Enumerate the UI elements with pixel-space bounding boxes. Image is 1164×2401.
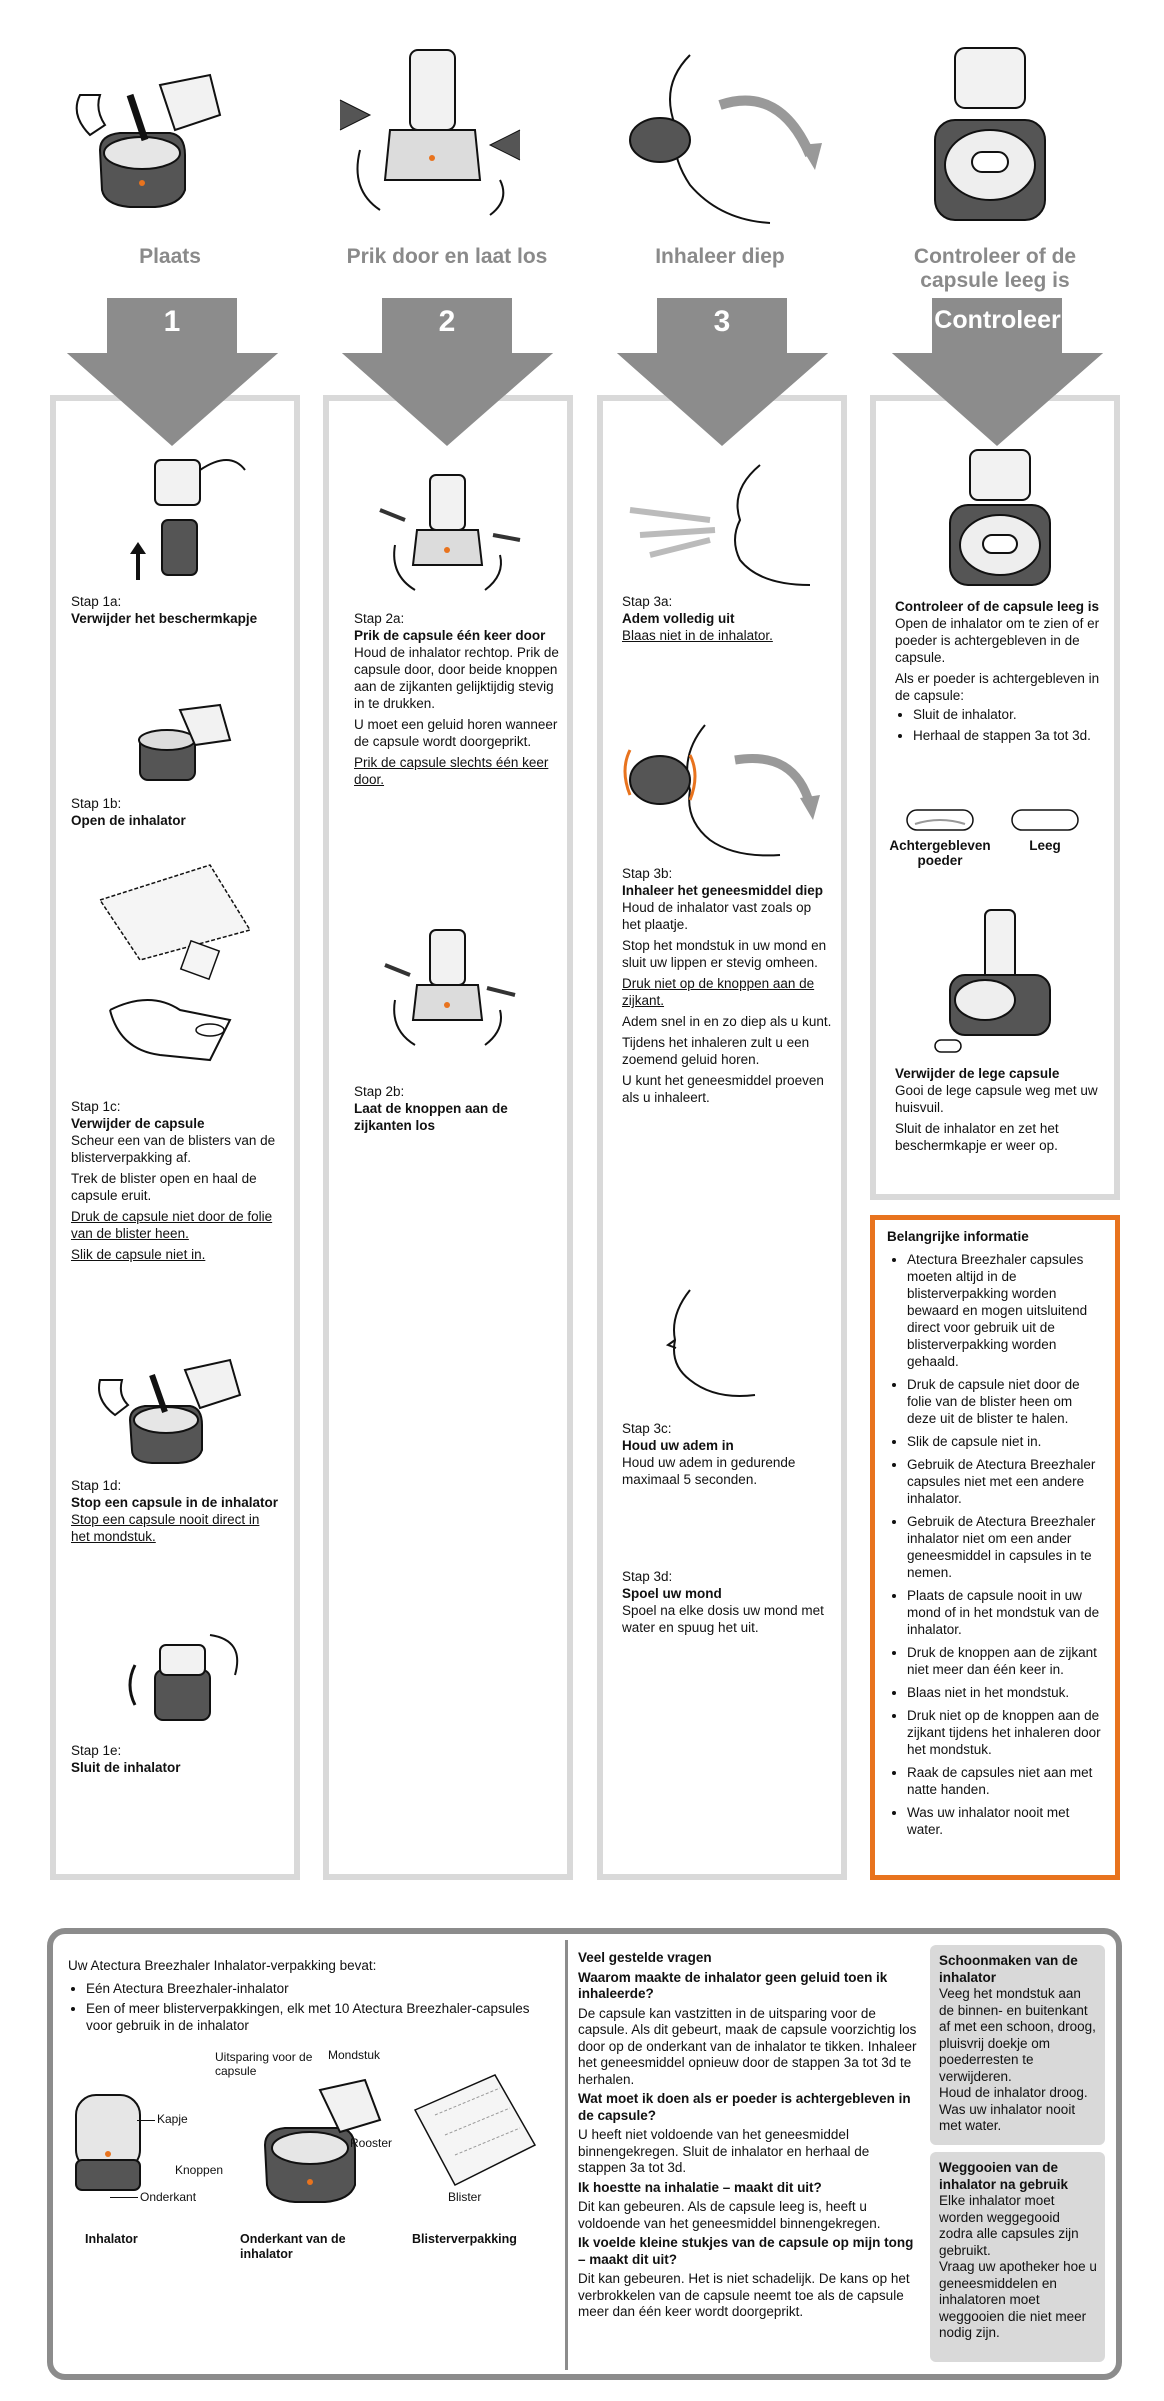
- step-2b: [354, 1083, 564, 1134]
- check-capsule-bullet-2: • Herhaal de stappen 3a tot 3d.: [913, 727, 1110, 744]
- info-item: • Druk niet op de knoppen aan de zijkant tijdens het inhaleren door het mondstuk.: [907, 1707, 1105, 1758]
- step-2a-text-2: U moet een geluid horen wanneer de capsule wordt doorgeprikt.: [354, 717, 558, 749]
- step-3c: [622, 1420, 832, 1492]
- step-3c-number: Stap 3c:: [622, 1421, 672, 1436]
- info-item: • Gebruik de Atectura Breezhaler inhalator niet om een ander geneesmiddel in capsules in te nemen.: [907, 1513, 1105, 1581]
- step-2a-number: Stap 2a:: [354, 611, 405, 626]
- important-info-title: Belangrijke informatie: [887, 1229, 1029, 1244]
- column-title-2: Prik door en laat los: [346, 245, 548, 268]
- step-number-3: 3: [713, 305, 731, 338]
- step-1b-heading: Open de inhalator: [71, 813, 186, 828]
- step-3b-text-1: Houd de inhalator vast zoals op het plaatje.: [622, 900, 812, 932]
- info-item: • Raak de capsules niet aan met natte handen.: [907, 1764, 1105, 1798]
- faq-question-2: Wat moet ik doen als er poeder is achtergebleven in de capsule?: [578, 2091, 911, 2123]
- faq-question-1: Waarom maakte de inhalator geen geluid toen ik inhaleerde?: [578, 1969, 888, 2001]
- capsule-powder-icon: [905, 808, 975, 832]
- step-1a-number: Stap 1a:: [71, 594, 122, 609]
- step-number-4: Controleer: [934, 306, 1061, 334]
- remove-cap-illustration: [120, 450, 250, 585]
- step-1d-heading: Stop een capsule in de inhalator: [71, 1495, 279, 1510]
- step-number-1: 1: [163, 305, 181, 338]
- step-1b: [71, 795, 281, 829]
- inhale-step-illustration: [615, 720, 825, 860]
- package-intro: Uw Atectura Breezhaler Inhalator-verpakking bevat:: [68, 1958, 377, 1973]
- faq-answer-2: U heeft niet voldoende van het geneesmiddel binnengekregen. Sluit de inhalator en herhaal de stappen 3a tot 3d.: [578, 2127, 870, 2175]
- step-1d-warning: Stop een capsule nooit direct in het mondstuk.: [71, 1512, 260, 1544]
- step-3c-heading: Houd uw adem in: [622, 1438, 734, 1453]
- step-2a: [354, 610, 564, 792]
- check-capsule-section: [895, 598, 1110, 748]
- step-3b-heading: Inhaleer het geneesmiddel diep: [622, 883, 824, 898]
- step-3b-warning: Druk niet op de knoppen aan de zijkant.: [622, 976, 815, 1008]
- disposal-text-1: Elke inhalator moet worden weggegooid zodra alle capsules zijn gebruikt.: [939, 2193, 1079, 2258]
- step-1a-heading: Verwijder het beschermkapje: [71, 611, 258, 626]
- step-1c-warning-2: Slik de capsule niet in.: [71, 1247, 206, 1262]
- capsule-empty-label: Leeg: [1029, 838, 1061, 853]
- step-2b-heading: Laat de knoppen aan de zijkanten los: [354, 1101, 508, 1133]
- insert-capsule-step-illustration: [90, 1350, 270, 1470]
- arrow-tip-1: [65, 353, 280, 448]
- remove-capsule-text-2: Sluit de inhalator en zet het beschermkapje er weer op.: [895, 1121, 1059, 1153]
- step-3a: [622, 593, 832, 648]
- remove-capsule-illustration: [930, 905, 1070, 1055]
- check-step-illustration: [935, 445, 1065, 590]
- open-inhaler-illustration: [120, 700, 250, 790]
- exhale-illustration: [620, 460, 820, 590]
- column-title-3: Inhaleer diep: [655, 245, 785, 268]
- step-3b: [622, 865, 832, 1110]
- package-bullet-2: • Een of meer blisterverpakkingen, elk met 10 Atectura Breezhaler-capsules voor gebruik in de inhalator: [86, 2001, 538, 2034]
- inhale-illustration: [600, 45, 830, 225]
- cleaning-text-1: Veeg het mondstuk aan de binnen- en buitenkant af met een schoon, droog, pluisvrij doekje om poederresten te verwijderen.: [939, 1986, 1096, 2084]
- faq-section: [578, 1950, 918, 2324]
- column-title-4: Controleer of de capsule leeg is: [913, 245, 1077, 292]
- step-1d: [71, 1477, 281, 1549]
- info-item: • Blaas niet in het mondstuk.: [907, 1684, 1105, 1701]
- step-3c-text: Houd uw adem in gedurende maximaal 5 seconden.: [622, 1455, 796, 1487]
- step-1e-number: Stap 1e:: [71, 1743, 122, 1758]
- info-item: • Was uw inhalator nooit met water.: [907, 1804, 1105, 1838]
- leader-kapje: [137, 2120, 155, 2121]
- info-item: • Plaats de capsule nooit in uw mond of in het mondstuk van de inhalator.: [907, 1587, 1105, 1638]
- arrow-tip-4: [890, 353, 1105, 448]
- disposal-title: Weggooien van de inhalator na gebruik: [939, 2160, 1069, 2192]
- important-info-box: [870, 1215, 1120, 1880]
- cleaning-box: [930, 1945, 1105, 2145]
- pierce-capsule-illustration: [330, 40, 530, 220]
- step-3d: [622, 1568, 832, 1640]
- faq-question-4: Ik voelde kleine stukjes van de capsule op mijn tong – maakt dit uit?: [578, 2235, 914, 2267]
- step-1b-number: Stap 1b:: [71, 796, 122, 811]
- package-contents: [68, 1958, 538, 2038]
- faq-answer-3: Dit kan gebeuren. Als de capsule leeg is, heeft u voldoende van het geneesmiddel binnengekregen.: [578, 2199, 881, 2231]
- step-3d-text: Spoel na elke dosis uw mond met water en spuug het uit.: [622, 1603, 824, 1635]
- inhaler-diagram: [68, 2090, 148, 2200]
- label-knoppen: Knoppen: [175, 2163, 224, 2177]
- hold-breath-illustration: [630, 1285, 760, 1405]
- remove-capsule-heading: Verwijder de lege capsule: [895, 1066, 1060, 1081]
- remove-capsule-section: [895, 1065, 1110, 1158]
- check-capsule-text-1: Open de inhalator om te zien of er poeder is achtergebleven in de capsule.: [895, 616, 1100, 665]
- insert-capsule-illustration: [60, 55, 230, 225]
- check-capsule-illustration: [910, 40, 1070, 230]
- label-onderkant: Onderkant: [140, 2190, 197, 2204]
- step-1d-number: Stap 1d:: [71, 1478, 122, 1493]
- info-item: • Druk de capsule niet door de folie van de blister heen om deze uit de blister te halen.: [907, 1376, 1105, 1427]
- label-uitsparing: Uitsparing voor de capsule: [215, 2050, 313, 2078]
- column-title-1: Plaats: [139, 245, 201, 268]
- check-capsule-text-2: Als er poeder is achtergebleven in de capsule:: [895, 671, 1100, 703]
- faq-answer-4: Dit kan gebeuren. Het is niet schadelijk. De kans op het verbrokkelen van de capsule neemt toe als de capsule meer dan één keer wordt doorgeprikt.: [578, 2271, 910, 2319]
- label-mondstuk: Mondstuk: [328, 2048, 381, 2062]
- close-inhaler-illustration: [115, 1625, 255, 1735]
- step-1a: [71, 593, 281, 627]
- step-1e: [71, 1742, 281, 1776]
- step-1e-heading: Sluit de inhalator: [71, 1760, 181, 1775]
- step-number-2: 2: [438, 305, 456, 338]
- step-1c-text-1: Scheur een van de blisters van de blisterverpakking af.: [71, 1133, 276, 1165]
- info-item: • Druk de knoppen aan de zijkant niet meer dan één keer in.: [907, 1644, 1105, 1678]
- step-3d-number: Stap 3d:: [622, 1569, 673, 1584]
- capsule-empty-icon: [1010, 808, 1080, 832]
- label-rooster: Rooster: [350, 2136, 393, 2150]
- disposal-box: [930, 2152, 1105, 2362]
- step-3b-text-3: Adem snel in en zo diep als u kunt.: [622, 1014, 832, 1029]
- step-1c-heading: Verwijder de capsule: [71, 1116, 205, 1131]
- info-item: • Gebruik de Atectura Breezhaler capsules niet met een andere inhalator.: [907, 1456, 1105, 1507]
- step-3b-text-2: Stop het mondstuk in uw mond en sluit uw lippen er stevig omheen.: [622, 938, 827, 970]
- info-item: • Slik de capsule niet in.: [907, 1433, 1105, 1450]
- cleaning-title: Schoonmaken van de inhalator: [939, 1953, 1078, 1985]
- blister-tear-illustration: [90, 860, 270, 1070]
- remove-capsule-text-1: Gooi de lege capsule weg met uw huisvuil.: [895, 1083, 1098, 1115]
- step-3a-heading: Adem volledig uit: [622, 611, 735, 626]
- step-3a-warning: Blaas niet in de inhalator.: [622, 628, 773, 643]
- arrow-tip-3: [615, 353, 830, 448]
- caption-blisterverpakking: Blisterverpakking: [412, 2232, 517, 2246]
- step-3b-text-4: Tijdens het inhaleren zult u een zoemend geluid horen.: [622, 1035, 810, 1067]
- step-1c: [71, 1098, 281, 1267]
- step-3a-number: Stap 3a:: [622, 594, 673, 609]
- disposal-text-2: Vraag uw apotheker hoe u geneesmiddelen en inhalatoren moet weggooien die niet meer nodig zijn.: [939, 2259, 1097, 2340]
- arrow-tip-2: [340, 353, 555, 448]
- label-kapje: Kapje: [157, 2112, 188, 2126]
- info-item: • Atectura Breezhaler capsules moeten altijd in de blisterverpakking worden bewaard en mogen uitsluitend direct voor gebruik uit de blisterverpakking worden gehaald.: [907, 1251, 1105, 1370]
- check-capsule-heading: Controleer of de capsule leeg is: [895, 599, 1100, 614]
- caption-inhalator: Inhalator: [85, 2232, 138, 2246]
- step-2b-number: Stap 2b:: [354, 1084, 405, 1099]
- faq-answer-1: De capsule kan vastzitten in de uitsparing voor de capsule. Als dit gebeurt, maak de capsule voorzichtig los door op de onderkant van de inhalator te tikken. Inhaleer het geneesmiddel opnieuw door de stappen 3a tot 3d te herhalen.: [578, 2005, 917, 2087]
- step-3d-heading: Spoel uw mond: [622, 1586, 722, 1601]
- check-capsule-bullet-1: • Sluit de inhalator.: [913, 706, 1110, 723]
- capsule-powder-label: Achtergebleven poeder: [889, 838, 991, 868]
- cleaning-text-2: Houd de inhalator droog. Was uw inhalator nooit met water.: [939, 2085, 1088, 2133]
- step-2a-warning: Prik de capsule slechts één keer door.: [354, 755, 549, 787]
- bottom-divider: [565, 1940, 568, 2370]
- caption-onderkant: Onderkant van de inhalator: [240, 2232, 346, 2261]
- step-3b-number: Stap 3b:: [622, 866, 673, 881]
- release-buttons-illustration: [375, 920, 525, 1050]
- step-2a-text-1: Houd de inhalator rechtop. Prik de capsule door, door beide knoppen aan de zijkanten gelijktijdig stevig in te drukken.: [354, 645, 559, 711]
- faq-title: Veel gestelde vragen: [578, 1950, 712, 1965]
- step-1c-number: Stap 1c:: [71, 1099, 121, 1114]
- faq-question-3: Ik hoestte na inhalatie – maakt dit uit?: [578, 2179, 822, 2195]
- label-blister: Blister: [448, 2190, 482, 2204]
- step-1c-warning-1: Druk de capsule niet door de folie van de blister heen.: [71, 1209, 273, 1241]
- step-1c-text-2: Trek de blister open en haal de capsule eruit.: [71, 1171, 257, 1203]
- pierce-step-illustration: [375, 465, 525, 595]
- step-3b-text-5: U kunt het geneesmiddel proeven als u inhaleert.: [622, 1073, 824, 1105]
- package-bullet-1: • Eén Atectura Breezhaler-inhalator: [86, 1981, 538, 1998]
- leader-onderkant: [110, 2197, 138, 2198]
- step-2a-heading: Prik de capsule één keer door: [354, 628, 546, 643]
- blister-diagram: [410, 2070, 540, 2200]
